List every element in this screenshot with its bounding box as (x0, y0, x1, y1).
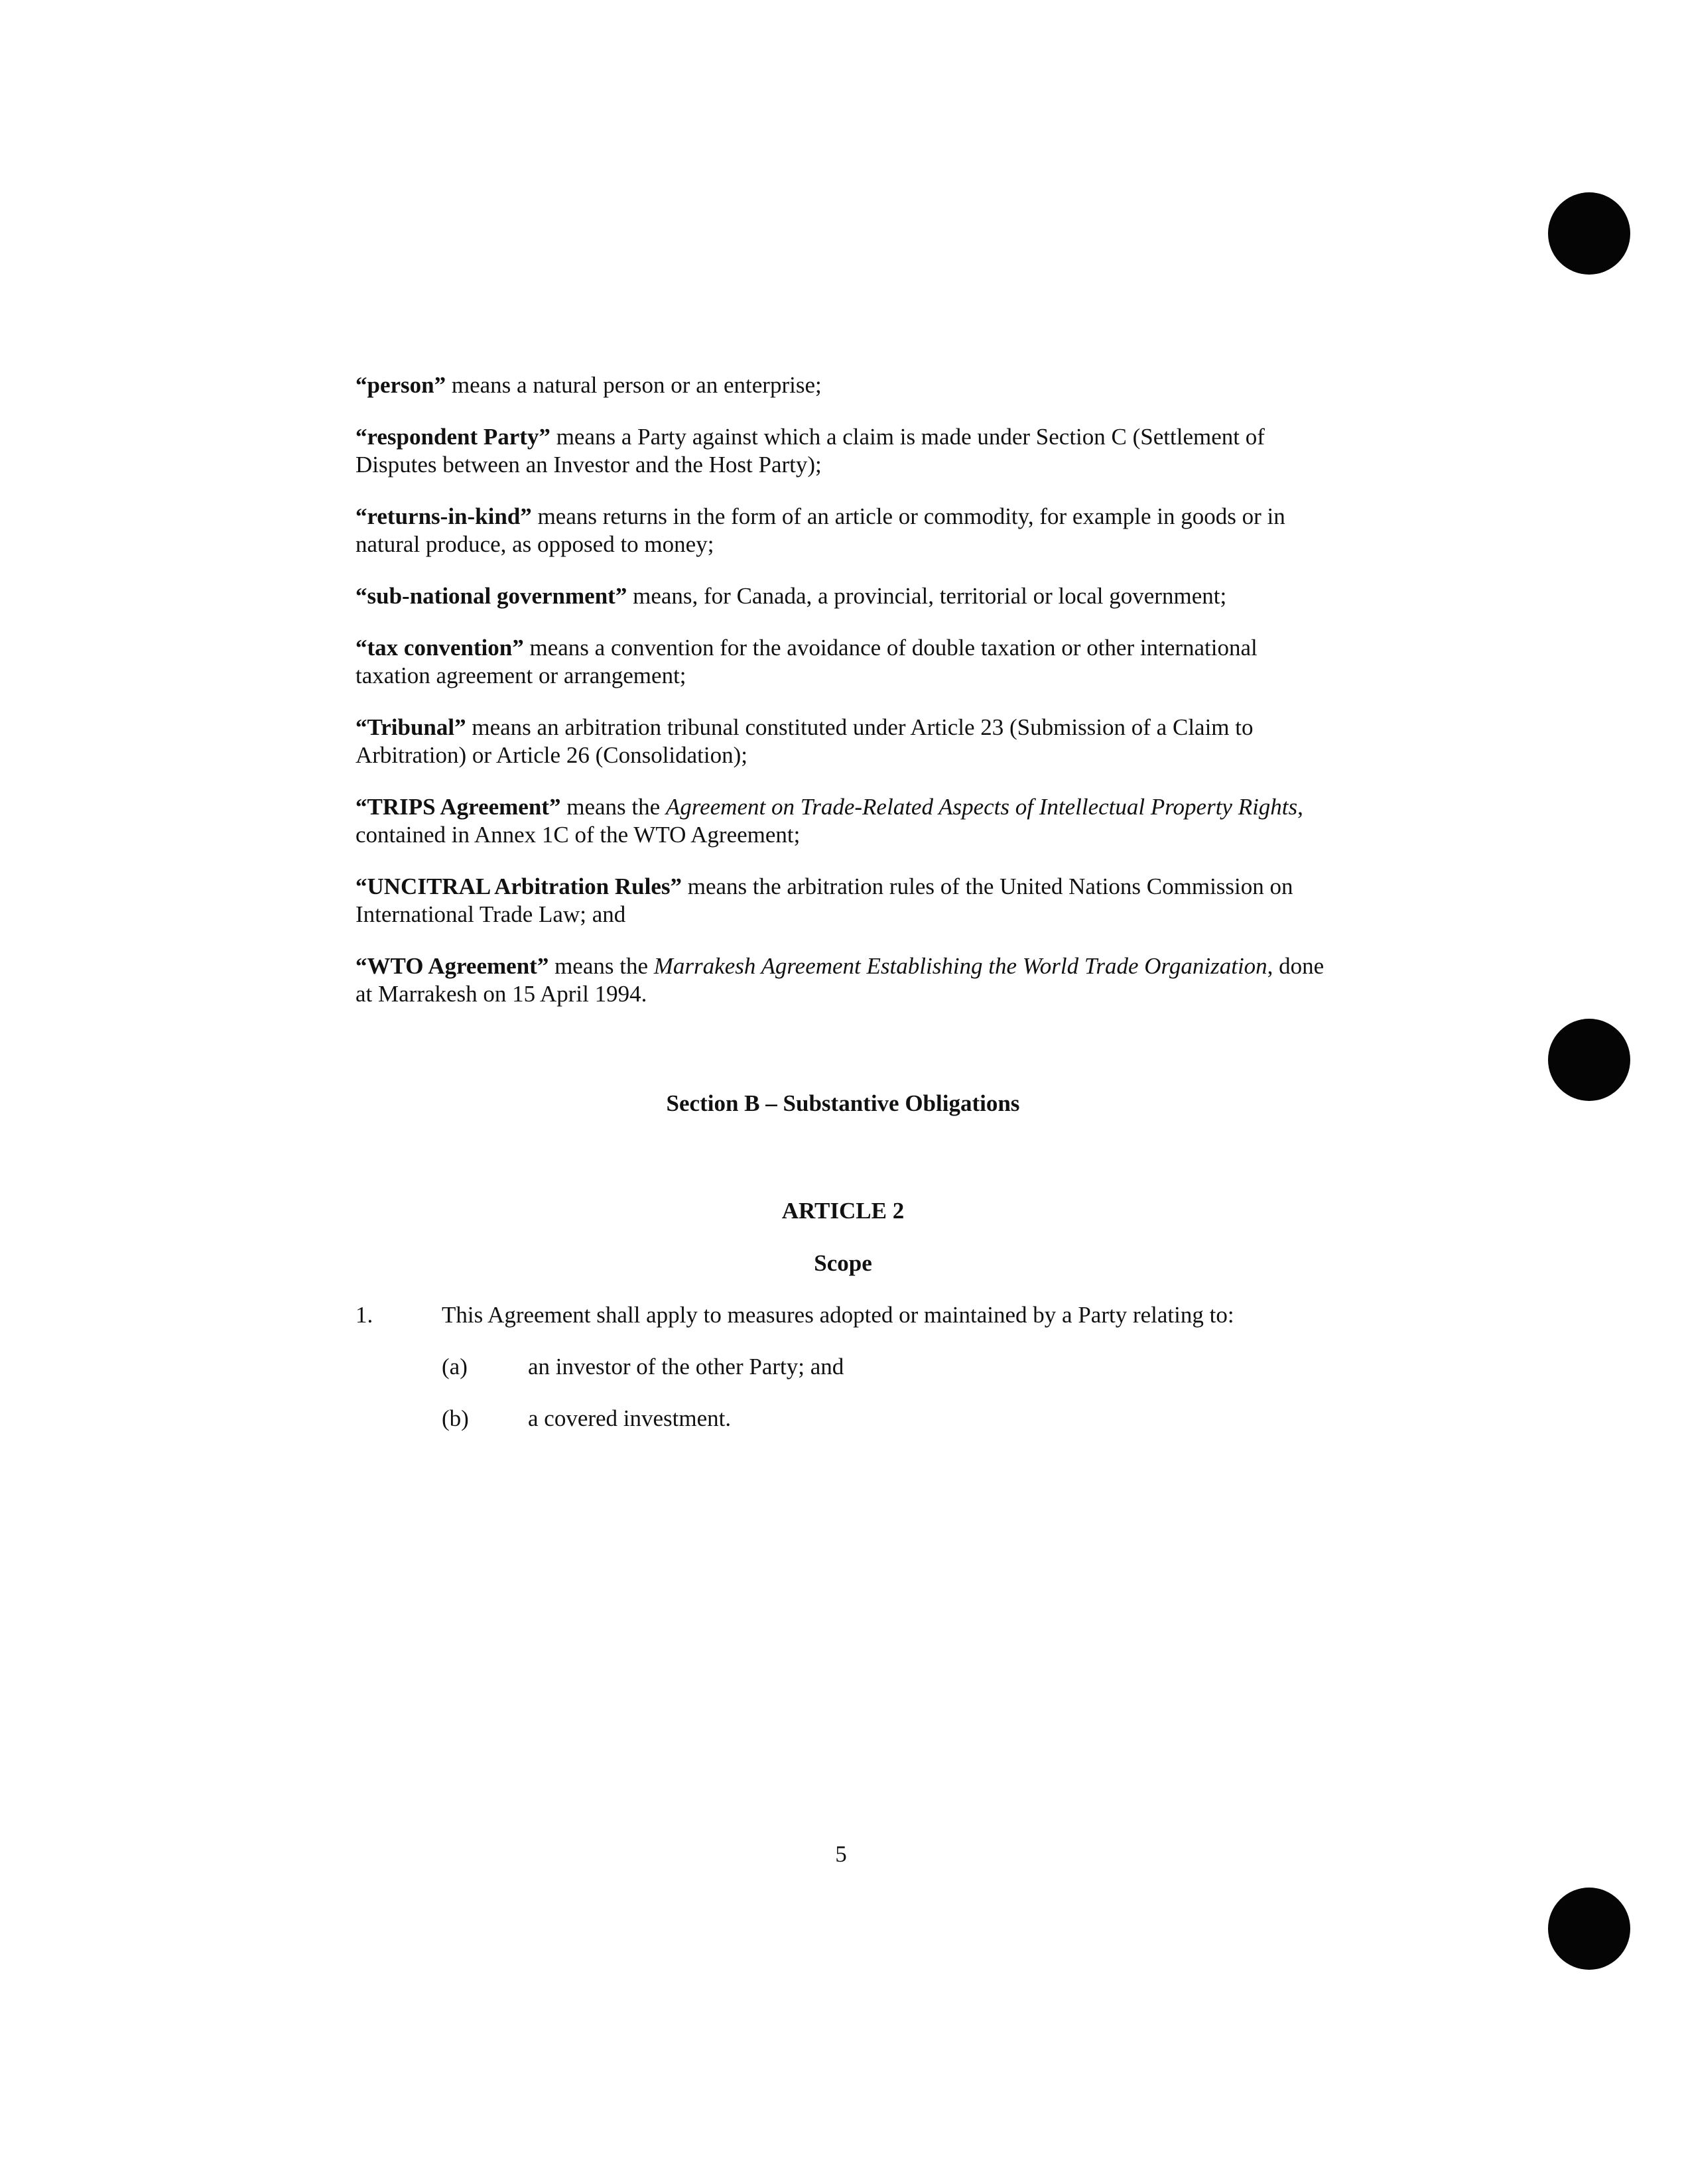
list-item-text: an investor of the other Party; and (528, 1354, 844, 1380)
article-heading: ARTICLE 2 (781, 1198, 905, 1224)
definition-term: “WTO Agreement” (356, 953, 549, 979)
definition-text: means an arbitration tribunal constituted under Article 23 (Submission of a Claim to Arbitration) or Article 26 (Consolidation); (356, 714, 1254, 768)
paragraph-text: This Agreement shall apply to measures adopted or maintained by a Party relating to: (442, 1302, 1234, 1328)
definition-uncitral-rules (356, 873, 1330, 929)
definition-text: means returns in the form of an article or commodity, for example in goods or in natural produce, as opposed to money; (356, 503, 1285, 557)
binder-hole-top (1548, 192, 1630, 275)
definition-trips-agreement (356, 793, 1330, 849)
definition-person (356, 371, 1330, 399)
definition-text: means a Party against which a claim is made under Section C (Settlement of Disputes between an Investor and the Host Party); (356, 424, 1265, 478)
list-item-label: (a) (442, 1354, 468, 1380)
definition-text: means the (560, 794, 666, 820)
definition-text: , done at Marrakesh on 15 April 1994. (356, 953, 1325, 1007)
definition-term: “TRIPS Agreement” (356, 794, 561, 820)
definition-text: means the (549, 953, 654, 979)
definition-text: means a convention for the avoidance of double taxation or other international taxation agreement or arrangement; (356, 635, 1258, 688)
list-item-text: a covered investment. (528, 1405, 732, 1431)
definition-returns-in-kind (356, 503, 1330, 558)
definition-italic-title: Agreement on Trade-Related Aspects of Intellectual Property Rights (665, 794, 1298, 820)
definition-sub-national-government (356, 582, 1330, 610)
definition-term: “respondent Party” (356, 424, 550, 450)
definition-italic-title: Marrakesh Agreement Establishing the World Trade Organization (653, 953, 1267, 979)
definition-text: means, for Canada, a provincial, territorial or local government; (627, 583, 1227, 609)
binder-hole-bottom (1548, 1888, 1630, 1970)
definition-term: “person” (356, 372, 446, 398)
definition-respondent-party (356, 423, 1330, 479)
definition-text: means a natural person or an enterprise; (446, 372, 822, 398)
definition-term: “Tribunal” (356, 714, 466, 740)
paragraph-number: 1. (356, 1302, 373, 1328)
definition-term: “sub-national government” (356, 583, 627, 609)
section-heading: Section B – Substantive Obligations (666, 1090, 1020, 1116)
definition-wto-agreement (356, 952, 1330, 1008)
definition-tax-convention (356, 634, 1330, 690)
definition-text: , contained in Annex 1C of the WTO Agreement; (356, 794, 1303, 848)
binder-hole-middle (1548, 1019, 1630, 1101)
definition-term: “UNCITRAL Arbitration Rules” (356, 873, 682, 899)
definition-term: “returns-in-kind” (356, 503, 532, 529)
page-number: 5 (835, 1841, 847, 1867)
list-item-label: (b) (442, 1405, 469, 1431)
definition-term: “tax convention” (356, 635, 524, 661)
definition-text: means the arbitration rules of the United Nations Commission on International Trade Law; and (356, 873, 1293, 927)
article-title: Scope (814, 1250, 872, 1276)
definitions-list (356, 371, 1330, 1032)
definition-tribunal (356, 714, 1330, 769)
